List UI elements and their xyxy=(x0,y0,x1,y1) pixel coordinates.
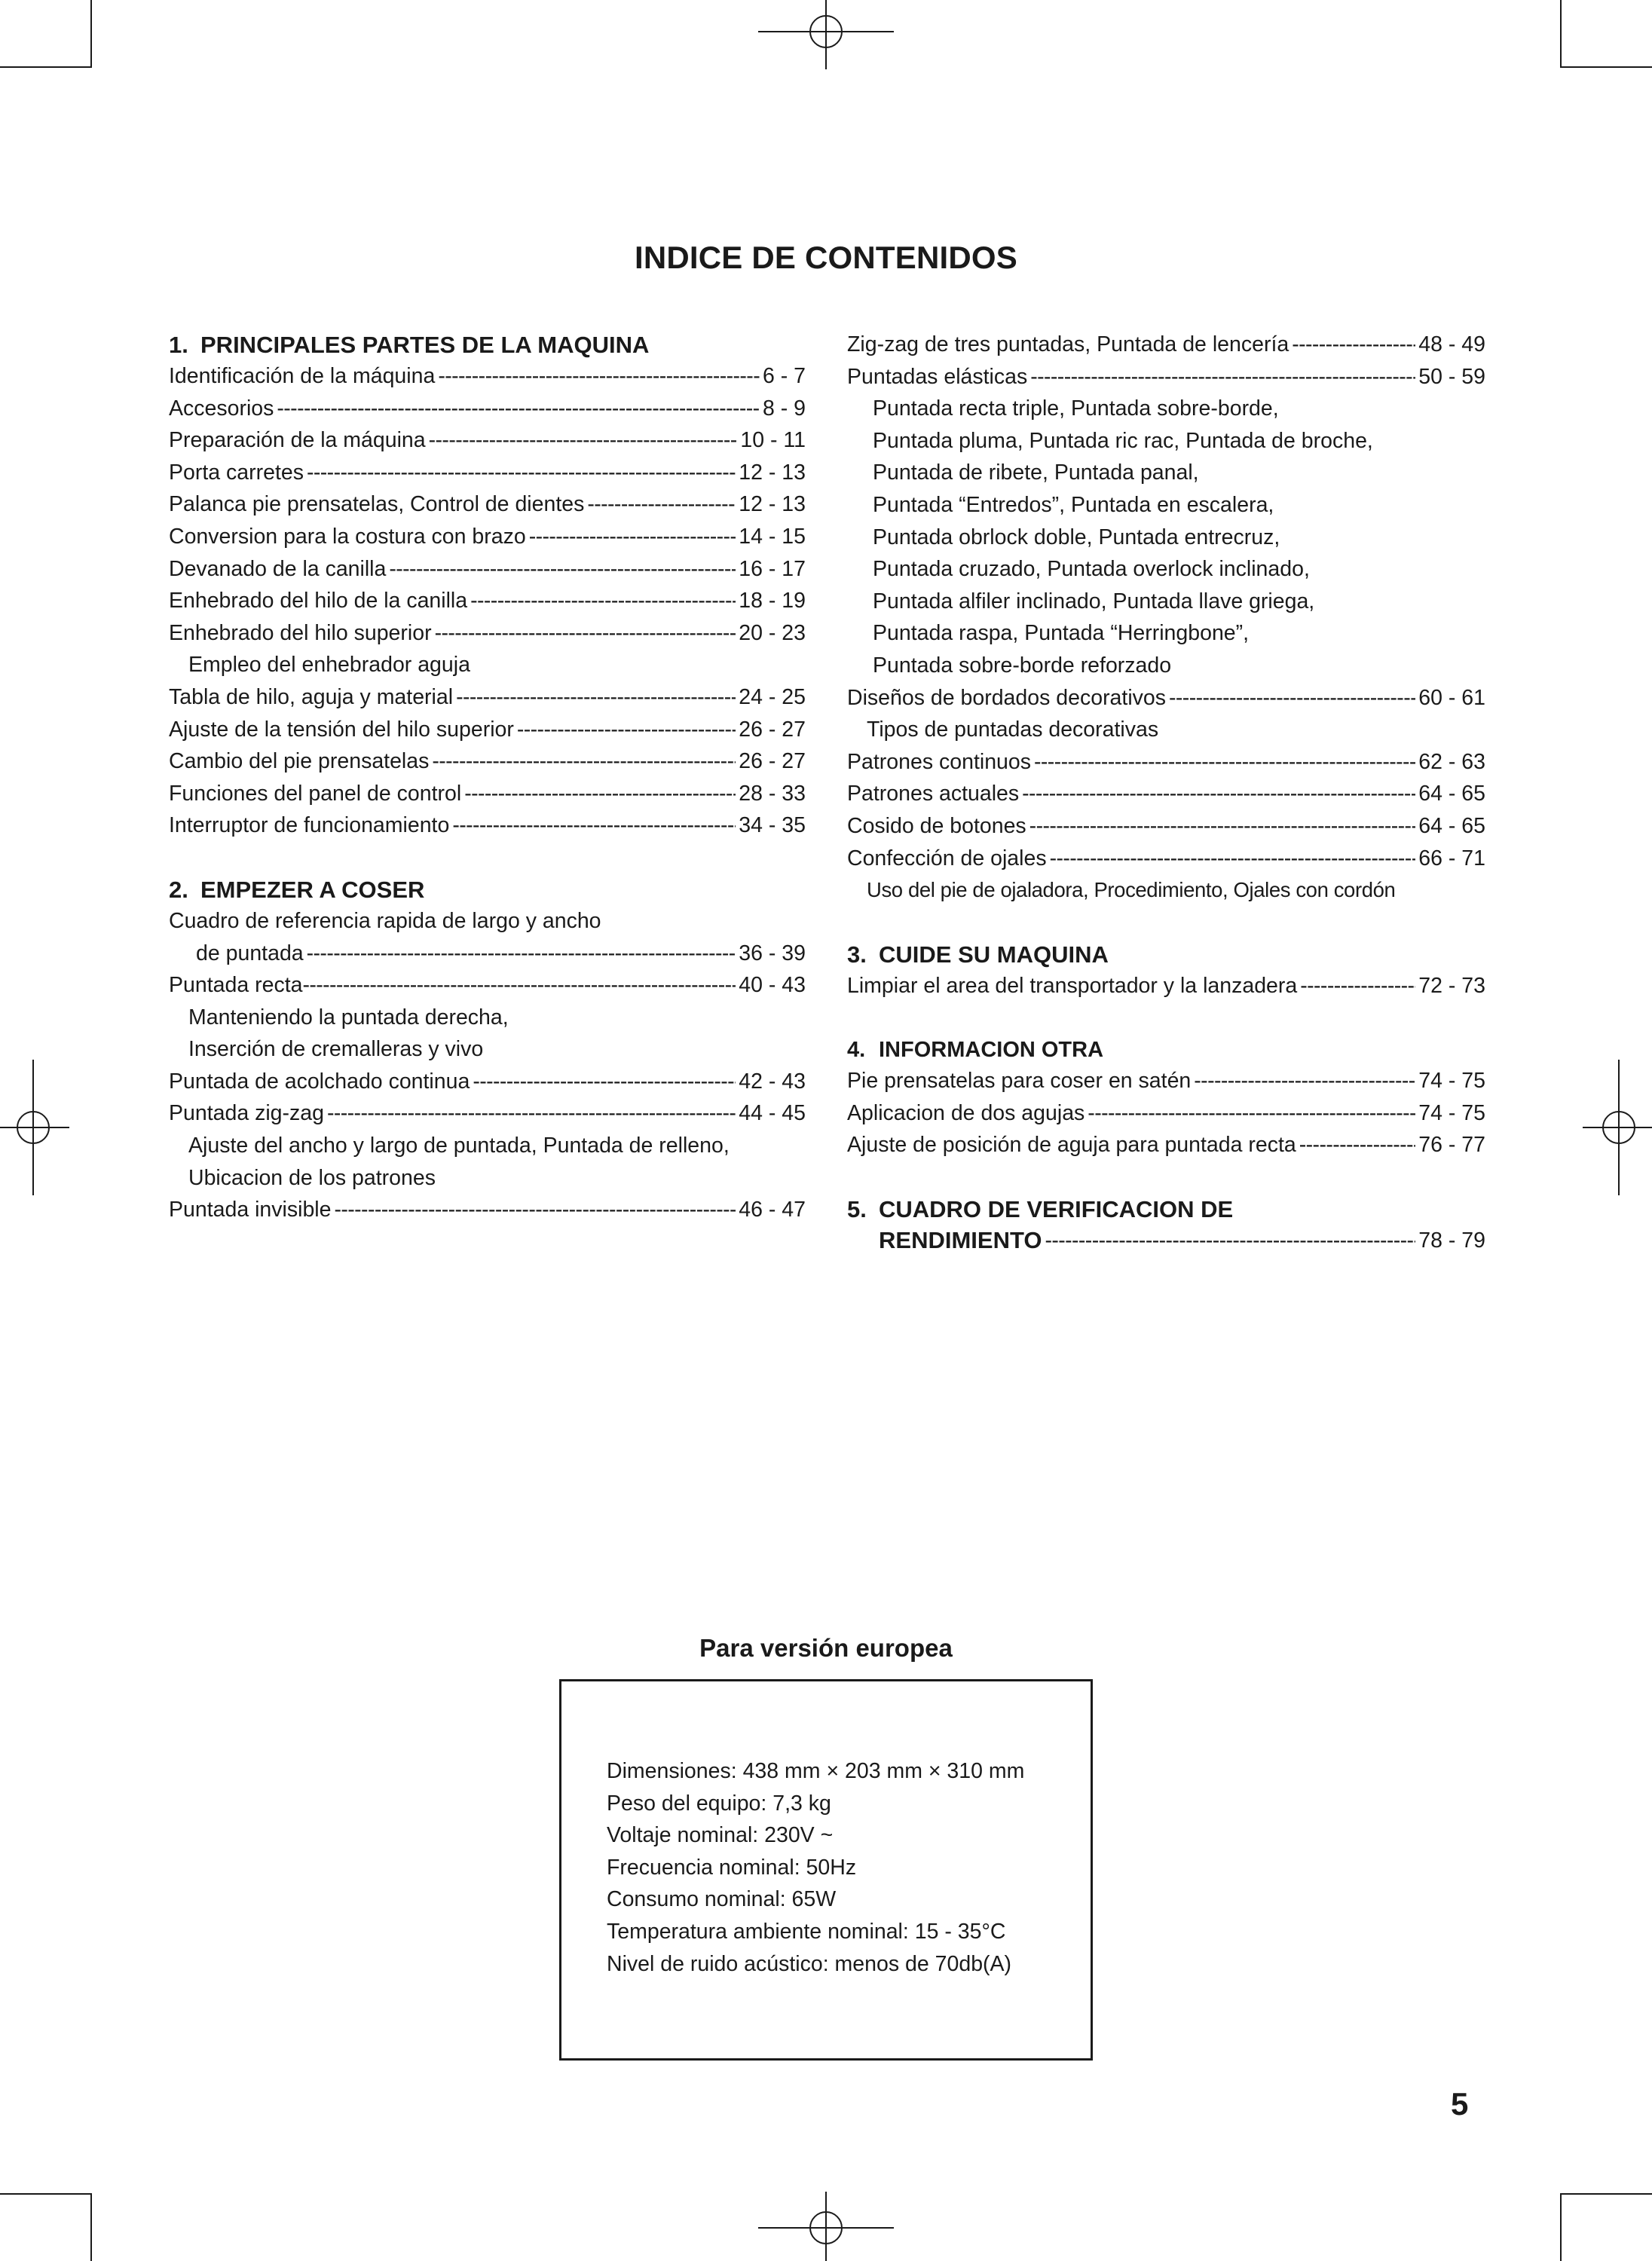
spec-item: Temperatura ambiente nominal: 15 - 35°C xyxy=(607,1919,1006,1944)
toc-subentry: Puntada de ribete, Puntada panal, xyxy=(873,460,1199,485)
toc-subentry: Puntada obrlock doble, Puntada entrecruz, xyxy=(873,525,1280,549)
toc-subentry: Empleo del enhebrador aguja xyxy=(188,653,470,678)
toc-subentry: Puntada cruzado, Puntada overlock inclinado, xyxy=(873,557,1310,582)
toc-entry[interactable]: Diseños de bordados decorativos ----- 60 - 61 xyxy=(847,682,1485,714)
toc-entry[interactable]: Palanca pie prensatelas, Control de dientes ----- 12 - 13 xyxy=(169,488,806,521)
toc-entry[interactable]: Accesorios ----- 8 - 9 xyxy=(169,393,806,425)
toc-section-5 xyxy=(847,1193,1485,1257)
section-heading: 5. CUADRO DE VERIFICACION DE xyxy=(847,1196,1234,1223)
section-heading: 2. EMPEZER A COSER xyxy=(169,876,425,903)
crop-mark xyxy=(90,0,92,68)
toc-subentry: Puntada recta triple, Puntada sobre-borde, xyxy=(873,396,1279,421)
toc-entry[interactable]: Cambio del pie prensatelas ----- 26 - 27 xyxy=(169,745,806,778)
toc-entry[interactable]: Aplicacion de dos agujas ----- 74 - 75 xyxy=(847,1097,1485,1130)
toc-entry[interactable]: Puntada invisible ----- 46 - 47 xyxy=(169,1194,806,1226)
toc-entry[interactable]: Puntada de acolchado continua ----- 42 - 43 xyxy=(169,1066,806,1098)
toc-entry[interactable]: Puntada recta ----- 40 - 43 xyxy=(169,969,806,1002)
toc-entry[interactable]: Pie prensatelas para coser en satén ----- 74 - 75 xyxy=(847,1065,1485,1097)
toc-subentry: Puntada raspa, Puntada “Herringbone”, xyxy=(873,621,1250,646)
toc-subentry: Ubicacion de los patrones xyxy=(188,1165,436,1190)
spec-item: Frecuencia nominal: 50Hz xyxy=(607,1855,857,1880)
toc-entry[interactable]: Devanado de la canilla ----- 16 - 17 xyxy=(169,553,806,586)
toc-entry[interactable]: Tabla de hilo, aguja y material ----- 24 - 25 xyxy=(169,681,806,714)
section-heading: 3. CUIDE SU MAQUINA xyxy=(847,941,1109,968)
toc-entry[interactable]: Patrones continuos ----- 62 - 63 xyxy=(847,746,1485,779)
toc-entry[interactable]: Limpiar el area del transportador y la lanzadera ----- 72 - 73 xyxy=(847,970,1485,1002)
crop-mark xyxy=(1562,2193,1652,2195)
spec-item: Voltaje nominal: 230V ~ xyxy=(607,1823,834,1848)
toc-entry[interactable]: Enhebrado del hilo de la canilla ----- 18 - 19 xyxy=(169,585,806,617)
specifications-box xyxy=(559,1679,1093,2061)
toc-section-4 xyxy=(847,1033,1485,1161)
toc-right-column xyxy=(847,329,1485,1289)
toc-section-2 xyxy=(169,873,806,1226)
crop-mark xyxy=(1560,2193,1562,2261)
toc-subentry: Ajuste del ancho y largo de puntada, Puntada de relleno, xyxy=(188,1134,730,1158)
toc-entry[interactable]: Patrones actuales ----- 64 - 65 xyxy=(847,778,1485,810)
crop-mark xyxy=(1560,0,1562,68)
toc-section-1 xyxy=(169,329,806,842)
toc-entry[interactable]: Interruptor de funcionamiento ----- 34 - 35 xyxy=(169,809,806,842)
toc-subentry: Puntada pluma, Puntada ric rac, Puntada de broche, xyxy=(873,428,1373,453)
toc-subentry: Puntada “Entredos”, Puntada en escalera, xyxy=(873,492,1274,517)
crop-mark xyxy=(0,66,90,68)
spec-item: Nivel de ruido acústico: menos de 70db(A) xyxy=(607,1951,1012,1976)
european-version-title: Para versión europea xyxy=(699,1634,953,1662)
toc-entry[interactable]: de puntada ----- 36 - 39 xyxy=(169,938,806,970)
spec-item: Consumo nominal: 65W xyxy=(607,1887,837,1912)
toc-entry[interactable]: Puntada zig-zag ----- 44 - 45 xyxy=(169,1097,806,1130)
toc-entry[interactable]: Preparación de la máquina ----- 10 - 11 xyxy=(169,424,806,457)
crop-mark xyxy=(1562,66,1652,68)
toc-entry[interactable]: Confección de ojales ----- 66 - 71 xyxy=(847,843,1485,875)
toc-subentry: Puntada alfiler inclinado, Puntada llave griega, xyxy=(873,589,1315,613)
toc-entry[interactable]: Ajuste de la tensión del hilo superior ----- 26 - 27 xyxy=(169,714,806,746)
toc-entry[interactable]: Puntadas elásticas ----- 50 - 59 xyxy=(847,361,1485,393)
toc-entry[interactable]: Enhebrado del hilo superior ----- 20 - 23 xyxy=(169,617,806,650)
toc-entry[interactable]: Conversion para la costura con brazo ----- 14 - 15 xyxy=(169,521,806,553)
toc-left-column xyxy=(169,329,806,1258)
toc-subentry: Tipos de puntadas decorativas xyxy=(867,717,1159,742)
specifications-list xyxy=(607,1755,1024,1980)
crop-mark xyxy=(0,2193,90,2195)
toc-entry[interactable]: Funciones del panel de control ----- 28 - 33 xyxy=(169,778,806,810)
toc-entry[interactable]: Porta carretes ----- 12 - 13 xyxy=(169,457,806,489)
toc-subentry: Uso del pie de ojaladora, Procedimiento, Ojales con cordón xyxy=(867,878,1396,902)
crop-mark xyxy=(90,2193,92,2261)
toc-subentry: Inserción de cremalleras y vivo xyxy=(188,1037,484,1062)
toc-subentry: Puntada sobre-borde reforzado xyxy=(873,653,1172,678)
toc-subentry: Cuadro de referencia rapida de largo y ancho xyxy=(169,908,601,933)
toc-entry[interactable]: Identificación de la máquina ----- 6 - 7 xyxy=(169,360,806,393)
spec-item: Dimensiones: 438 mm × 203 mm × 310 mm xyxy=(607,1759,1025,1783)
section-heading: 4. INFORMACION OTRA xyxy=(847,1038,1104,1063)
section-heading: 1. PRINCIPALES PARTES DE LA MAQUINA xyxy=(169,332,650,358)
spec-item: Peso del equipo: 7,3 kg xyxy=(607,1791,831,1816)
toc-subentry: Manteniendo la puntada derecha, xyxy=(188,1005,509,1030)
toc-entry[interactable]: Ajuste de posición de aguja para puntada recta ----- 76 - 77 xyxy=(847,1129,1485,1161)
toc-section-3 xyxy=(847,938,1485,1002)
toc-section-1-continued xyxy=(847,329,1485,907)
toc-entry[interactable]: Zig-zag de tres puntadas, Puntada de lencería ----- 48 - 49 xyxy=(847,329,1485,361)
page-number: 5 xyxy=(1451,2086,1469,2122)
page-title: INDICE DE CONTENIDOS xyxy=(634,240,1018,275)
toc-entry[interactable]: Cosido de botones ----- 64 - 65 xyxy=(847,810,1485,843)
toc-entry[interactable]: RENDIMIENTO ----- 78 - 79 xyxy=(847,1225,1485,1257)
